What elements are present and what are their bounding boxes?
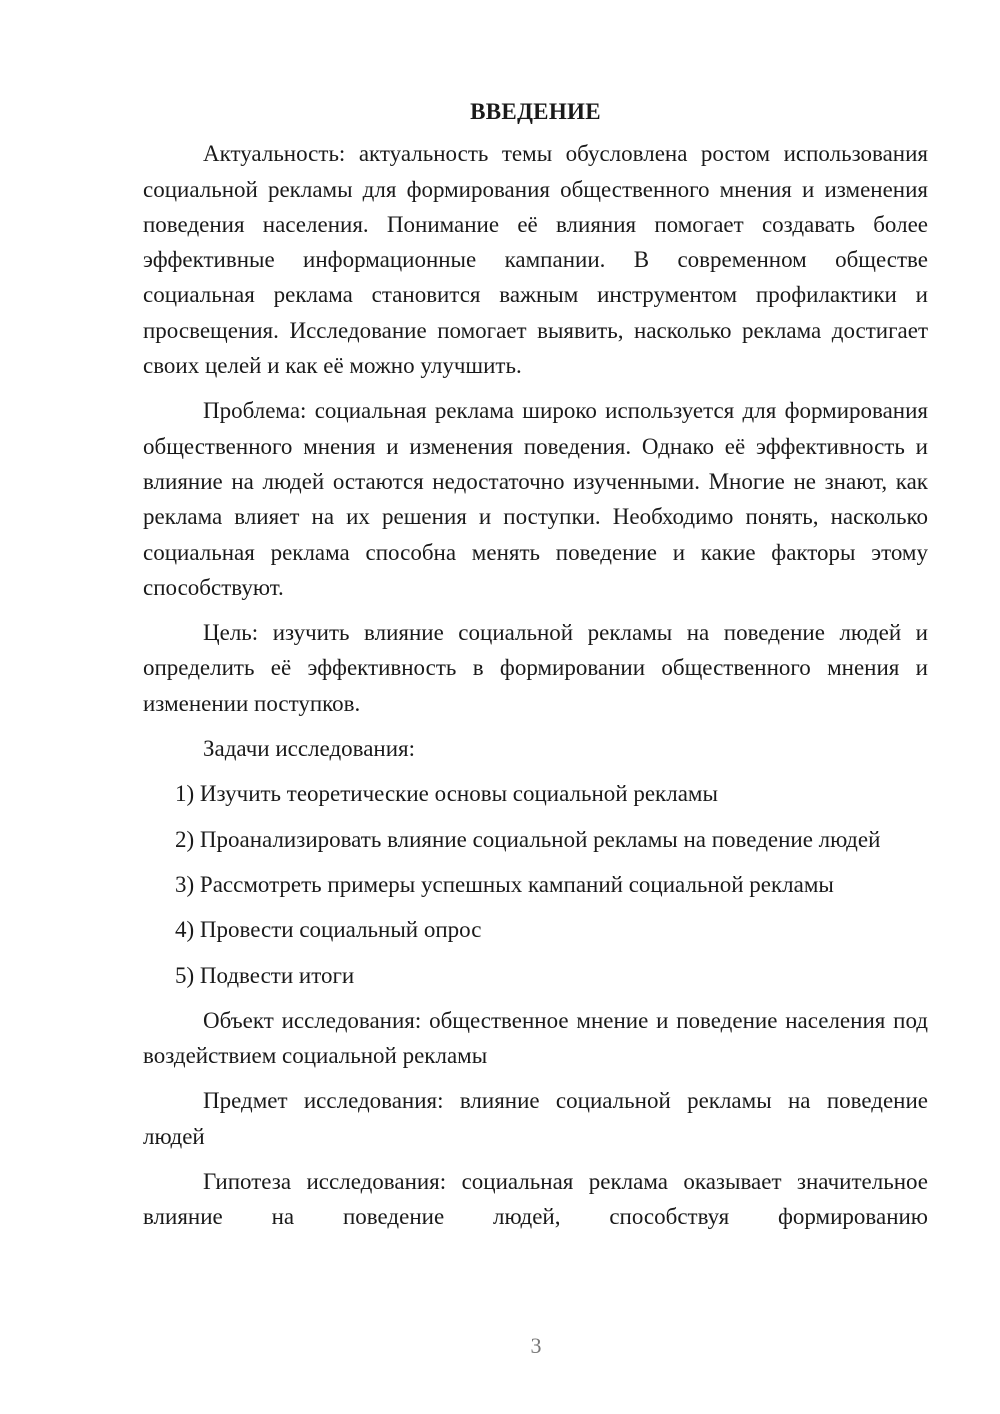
page-content: [143, 94, 928, 1245]
task-item-4: 4) Провести социальный опрос: [175, 917, 482, 943]
task-item-2: 2) Проанализировать влияние социальной рекламы на поведение людей: [175, 826, 881, 852]
hypothesis-paragraph: Гипотеза исследования: социальная реклама оказывает значительное влияние на поведение людей, способствуя формированию: [143, 1169, 928, 1230]
task-item-5: 5) Подвести итоги: [175, 962, 355, 988]
task-item-1: 1) Изучить теоретические основы социальной рекламы: [175, 781, 718, 807]
page-title: ВВЕДЕНИЕ: [470, 99, 601, 124]
task-item-3: 3) Рассмотреть примеры успешных кампаний социальной рекламы: [175, 871, 834, 897]
page-number: 3: [530, 1333, 542, 1358]
subject-paragraph: Предмет исследования: влияние социальной рекламы на поведение людей: [143, 1088, 928, 1149]
goal-paragraph: Цель: изучить влияние социальной рекламы на поведение людей и определить её эффективность в формировании общественного мнения и изменении поступков.: [143, 620, 928, 716]
tasks-heading: Задачи исследования:: [203, 736, 416, 762]
relevance-paragraph: Актуальность: актуальность темы обусловлена ростом использования социальной рекламы для формирования общественного мнения и изменения поведения населения. Понимание её влияния помогает создавать более эффективные информационные кампании. В современном обществе социальная реклама становится важным инструментом профилактики и просвещения. Исследование помогает выявить, насколько реклама достигает своих целей и как её можно улучшить.: [143, 141, 928, 379]
object-paragraph: Объект исследования: общественное мнение и поведение населения под воздействием социальной рекламы: [143, 1007, 928, 1069]
problem-paragraph: Проблема: социальная реклама широко используется для формирования общественного мнения и изменения поведения. Однако её эффективность и влияние на людей остаются недостаточно изученными. Многие не знают, как реклама влияет на их решения и поступки. Необходимо понять, насколько социальная реклама способна менять поведение и какие факторы этому способствуют.: [143, 398, 928, 600]
